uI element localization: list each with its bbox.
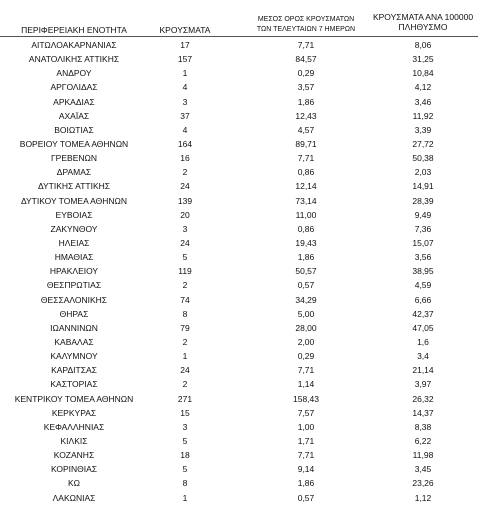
cell-cases: 8 (182, 478, 188, 489)
cell-region: ΙΩΑΝΝΙΝΩΝ (50, 322, 98, 333)
cell-average: 7,71 (297, 40, 315, 50)
table-row (0, 293, 478, 307)
table-row (0, 377, 478, 391)
cell-average: 1,86 (297, 478, 315, 489)
cell-cases: 119 (178, 266, 192, 277)
cell-region: ΔΥΤΙΚΟΥ ΤΟΜΕΑ ΑΘΗΝΩΝ (20, 195, 128, 206)
cell-average: 89,71 (295, 138, 317, 149)
table-row (0, 222, 478, 236)
cell-cases: 157 (177, 54, 193, 65)
cell-region: ΚΑΣΤΟΡΙΑΣ (50, 379, 98, 390)
cell-average: 50,57 (295, 266, 317, 277)
cell-cases: 5 (182, 464, 188, 475)
cell-average: 84,57 (295, 54, 317, 65)
cell-average: 12,14 (295, 181, 317, 192)
cell-average: 5,00 (297, 308, 315, 319)
cell-average: 4,57 (297, 124, 315, 135)
cell-average: 7,71 (297, 365, 315, 376)
cell-cases: 2 (182, 336, 188, 347)
cell-average: 0,86 (297, 167, 315, 178)
cell-average: 0,57 (297, 492, 315, 503)
cell-region: ΘΕΣΣΑΛΟΝΙΚΗΣ (40, 294, 108, 305)
cell-per-100000: 50,38 (412, 153, 434, 164)
cell-region: ΒΟΙΩΤΙΑΣ (54, 124, 94, 135)
table-row (0, 491, 478, 505)
cell-cases: 79 (180, 322, 190, 333)
cell-cases: 24 (180, 365, 190, 376)
cell-per-100000: 9,49 (414, 209, 432, 220)
cell-average: 0,29 (297, 68, 315, 79)
header-average (244, 15, 368, 35)
cell-region: ΑΡΓΟΛΙΔΑΣ (50, 82, 98, 93)
table-row (0, 52, 478, 66)
cell-per-100000: 10,84 (412, 68, 434, 79)
table-row (0, 335, 478, 349)
cell-cases: 1 (182, 351, 188, 362)
table-row (0, 462, 478, 476)
cell-per-100000: 1,6 (417, 336, 429, 347)
cell-average: 1,86 (297, 96, 315, 107)
table-row (0, 321, 478, 335)
cell-cases: 37 (180, 110, 190, 121)
table-row (0, 38, 478, 52)
table-row (0, 66, 478, 80)
cell-per-100000: 6,66 (414, 294, 432, 305)
cell-average: 7,71 (297, 153, 315, 164)
cell-per-100000: 11,92 (412, 110, 434, 121)
cell-per-100000: 23,26 (412, 478, 434, 489)
cell-average: 1,00 (297, 421, 315, 432)
cell-per-100000: 8,38 (414, 421, 432, 432)
cell-cases: 1 (182, 68, 188, 79)
table-row (0, 307, 478, 321)
cell-region: ΚΙΛΚΙΣ (60, 435, 88, 446)
table-row (0, 95, 478, 109)
cell-average: 158,43 (293, 393, 319, 404)
cell-region: ΑΝΑΤΟΛΙΚΗΣ ΑΤΤΙΚΗΣ (28, 54, 120, 65)
table-row (0, 179, 478, 193)
cell-average: 28,00 (295, 322, 317, 333)
header-per-line1: ΚΡΟΥΣΜΑΤΑ ΑΝΑ 100000 (372, 12, 474, 22)
cell-cases: 2 (182, 379, 188, 390)
header-region: ΠΕΡΙΦΕΡΕΙΑΚΗ ΕΝΟΤΗΤΑ (21, 25, 127, 35)
table-row (0, 208, 478, 222)
cell-region: ΔΡΑΜΑΣ (56, 167, 92, 178)
cell-per-100000: 4,59 (414, 280, 432, 291)
cell-cases: 24 (180, 237, 190, 248)
cell-cases: 15 (180, 407, 190, 418)
cell-average: 34,29 (295, 294, 317, 305)
cell-cases: 17 (180, 40, 190, 50)
cell-per-100000: 28,39 (412, 195, 434, 206)
table-row (0, 434, 478, 448)
cell-cases: 16 (180, 153, 190, 164)
table-row (0, 363, 478, 377)
cell-per-100000: 14,37 (412, 407, 434, 418)
table-row (0, 80, 478, 94)
cell-region: ΘΕΣΠΡΩΤΙΑΣ (46, 280, 102, 291)
cell-region: ΓΡΕΒΕΝΩΝ (51, 153, 97, 164)
cell-region: ΚΩ (67, 478, 81, 489)
table-header (0, 0, 478, 37)
table-row (0, 448, 478, 462)
cell-region: ΑΧΑΪΑΣ (58, 110, 90, 121)
cell-cases: 2 (182, 280, 188, 291)
cell-per-100000: 3,45 (414, 464, 432, 475)
table-body (0, 38, 478, 505)
table-row (0, 349, 478, 363)
cell-cases: 24 (180, 181, 190, 192)
cell-average: 2,00 (297, 336, 315, 347)
cell-region: ΖΑΚΥΝΘΟΥ (50, 223, 98, 234)
cell-region: ΛΑΚΩΝΙΑΣ (52, 492, 96, 503)
cell-per-100000: 2,03 (414, 167, 432, 178)
table-row (0, 420, 478, 434)
cell-average: 1,71 (297, 435, 315, 446)
table-row (0, 137, 478, 151)
cell-per-100000: 14,91 (412, 181, 434, 192)
table-row (0, 165, 478, 179)
table-row (0, 236, 478, 250)
table-row (0, 392, 478, 406)
cell-average: 73,14 (295, 195, 317, 206)
cell-per-100000: 3,4 (417, 351, 429, 362)
table-row (0, 264, 478, 278)
header-average-line1: ΜΕΣΟΣ ΟΡΟΣ ΚΡΟΥΣΜΑΤΩΝ (257, 16, 355, 23)
cell-region: ΕΥΒΟΙΑΣ (55, 209, 93, 220)
cell-average: 12,43 (295, 110, 317, 121)
cell-cases: 164 (177, 138, 193, 149)
table-row (0, 151, 478, 165)
cell-per-100000: 31,25 (412, 54, 434, 65)
cell-average: 11,00 (295, 209, 317, 220)
cell-per-100000: 26,32 (412, 393, 434, 404)
cell-per-100000: 4,12 (414, 82, 432, 93)
cell-average: 0,29 (297, 351, 315, 362)
cell-per-100000: 6,22 (414, 435, 432, 446)
cell-per-100000: 8,06 (414, 40, 432, 50)
cell-cases: 1 (182, 492, 188, 503)
header-per-line2: ΠΛΗΘΥΣΜΟ (398, 22, 448, 32)
cell-cases: 20 (180, 209, 190, 220)
cell-per-100000: 3,39 (414, 124, 432, 135)
cell-region: ΑΝΔΡΟΥ (56, 68, 92, 79)
cell-per-100000: 27,72 (412, 138, 434, 149)
cell-per-100000: 3,56 (414, 252, 432, 263)
header-per-100000 (368, 12, 478, 32)
header-average-line2: ΤΩΝ ΤΕΛΕΥΤΑΙΩΝ 7 ΗΜΕΡΩΝ (256, 26, 356, 33)
cell-cases: 18 (180, 450, 190, 461)
cell-average: 19,43 (295, 237, 317, 248)
cell-region: ΒΟΡΕΙΟΥ ΤΟΜΕΑ ΑΘΗΝΩΝ (19, 138, 129, 149)
cell-cases: 3 (182, 421, 188, 432)
cell-region: ΚΑΛΥΜΝΟΥ (50, 351, 98, 362)
table-row (0, 250, 478, 264)
cell-region: ΚΕΦΑΛΛΗΝΙΑΣ (43, 421, 105, 432)
cell-average: 1,86 (297, 252, 315, 263)
cell-region: ΘΗΡΑΣ (59, 308, 89, 319)
cell-cases: 5 (182, 252, 188, 263)
cell-cases: 5 (182, 435, 188, 446)
table-row (0, 123, 478, 137)
cell-per-100000: 38,95 (412, 266, 434, 277)
cell-per-100000: 11,98 (412, 450, 434, 461)
table-row (0, 194, 478, 208)
cell-region: ΔΥΤΙΚΗΣ ΑΤΤΙΚΗΣ (37, 181, 111, 192)
cell-cases: 2 (182, 167, 188, 178)
cell-cases: 139 (177, 195, 193, 206)
cell-cases: 3 (182, 223, 188, 234)
cell-per-100000: 1,12 (414, 492, 432, 503)
cell-average: 9,14 (297, 464, 315, 475)
header-cases: ΚΡΟΥΣΜΑΤΑ (159, 25, 211, 35)
cell-region: ΚΑΡΔΙΤΣΑΣ (51, 365, 97, 376)
cell-cases: 271 (177, 393, 193, 404)
cell-region: ΚΕΡΚΥΡΑΣ (51, 407, 97, 418)
table-row (0, 278, 478, 292)
cell-per-100000: 15,07 (412, 237, 434, 248)
cell-average: 1,14 (297, 379, 315, 390)
cell-average: 7,71 (297, 450, 315, 461)
cell-cases: 3 (182, 96, 188, 107)
cell-per-100000: 21,14 (412, 365, 434, 376)
table-row (0, 476, 478, 490)
cell-region: ΗΡΑΚΛΕΙΟΥ (49, 266, 99, 277)
cell-per-100000: 3,97 (414, 379, 432, 390)
cell-cases: 74 (180, 294, 190, 305)
cell-region: ΑΙΤΩΛΟΑΚΑΡΝΑΝΙΑΣ (31, 40, 117, 50)
table-row (0, 406, 478, 420)
cell-per-100000: 3,46 (414, 96, 432, 107)
cell-region: ΚΟΡΙΝΘΙΑΣ (50, 464, 98, 475)
cell-region: ΗΛΕΙΑΣ (58, 237, 90, 248)
cell-average: 7,57 (297, 407, 315, 418)
cell-cases: 4 (182, 82, 188, 93)
cell-per-100000: 42,37 (412, 308, 434, 319)
cell-region: ΑΡΚΑΔΙΑΣ (53, 96, 95, 107)
cell-per-100000: 47,05 (412, 322, 434, 333)
cell-region: ΚΟΖΑΝΗΣ (53, 450, 95, 461)
cell-average: 0,86 (297, 223, 315, 234)
cell-cases: 4 (182, 124, 188, 135)
cell-region: ΚΕΝΤΡΙΚΟΥ ΤΟΜΕΑ ΑΘΗΝΩΝ (14, 393, 134, 404)
cell-per-100000: 7,36 (414, 223, 432, 234)
cell-region: ΚΑΒΑΛΑΣ (54, 336, 94, 347)
cell-average: 0,57 (297, 280, 315, 291)
cell-cases: 8 (182, 308, 188, 319)
cell-average: 3,57 (297, 82, 315, 93)
cell-region: ΗΜΑΘΙΑΣ (54, 252, 94, 263)
table-row (0, 109, 478, 123)
